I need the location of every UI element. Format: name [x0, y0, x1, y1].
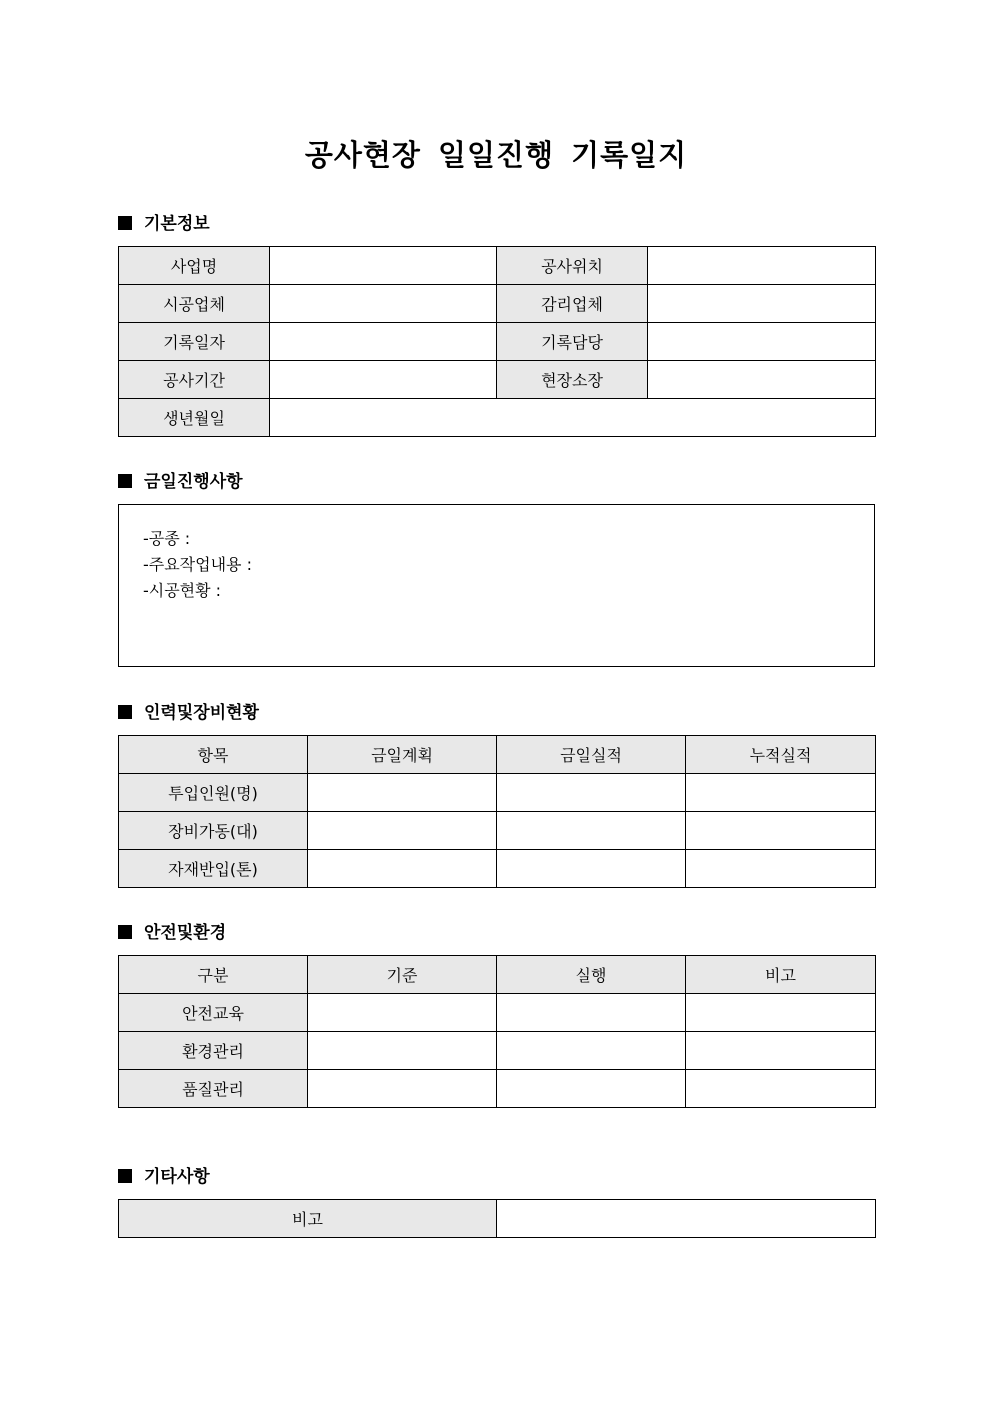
section-heading-safety — [118, 921, 226, 945]
table-cell[interactable] — [497, 1070, 686, 1108]
section-heading-etc — [118, 1165, 210, 1189]
table-cell[interactable] — [686, 812, 876, 850]
row-label-materials: 자재반입(톤) — [119, 850, 308, 888]
table-row — [119, 774, 876, 812]
field-recorder[interactable] — [648, 323, 876, 361]
header-today-plan: 금일계획 — [308, 736, 497, 774]
resources-table — [118, 735, 876, 888]
basic-info-table — [118, 246, 876, 437]
table-row — [119, 399, 876, 437]
table-cell[interactable] — [497, 812, 686, 850]
table-cell[interactable] — [686, 1070, 876, 1108]
field-supervisor[interactable] — [648, 285, 876, 323]
field-location[interactable] — [648, 247, 876, 285]
section-heading-label: 기타사항 — [144, 1167, 210, 1187]
table-cell[interactable] — [686, 994, 876, 1032]
section-heading-resources — [118, 701, 259, 725]
table-cell[interactable] — [497, 994, 686, 1032]
header-today-actual: 금일실적 — [497, 736, 686, 774]
header-category: 구분 — [119, 956, 308, 994]
table-cell[interactable] — [308, 812, 497, 850]
table-cell[interactable] — [308, 1032, 497, 1070]
today-progress-box[interactable] — [118, 504, 875, 667]
table-cell[interactable] — [497, 850, 686, 888]
table-row — [119, 361, 876, 399]
header-remarks: 비고 — [686, 956, 876, 994]
table-cell[interactable] — [308, 994, 497, 1032]
field-period[interactable] — [270, 361, 497, 399]
square-bullet-icon — [118, 1169, 132, 1183]
page-title: 공사현장 일일진행 기록일지 — [304, 138, 688, 172]
table-cell[interactable] — [308, 774, 497, 812]
section-heading-label: 안전및환경 — [144, 923, 227, 943]
row-label-workers: 투입인원(명) — [119, 774, 308, 812]
construction-status-line: -시공현황 : — [143, 581, 222, 600]
label-recorder: 기록담당 — [497, 323, 648, 361]
header-execution: 실행 — [497, 956, 686, 994]
label-project-name: 사업명 — [119, 247, 270, 285]
table-row — [119, 1200, 876, 1238]
table-cell[interactable] — [497, 774, 686, 812]
square-bullet-icon — [118, 474, 132, 488]
table-header-row — [119, 956, 876, 994]
label-record-date: 기록일자 — [119, 323, 270, 361]
table-header-row — [119, 736, 876, 774]
etc-table — [118, 1199, 876, 1238]
table-cell[interactable] — [308, 850, 497, 888]
table-row — [119, 323, 876, 361]
safety-table — [118, 955, 876, 1108]
label-period: 공사기간 — [119, 361, 270, 399]
table-row — [119, 994, 876, 1032]
row-label-environment: 환경관리 — [119, 1032, 308, 1070]
row-label-equipment: 장비가동(대) — [119, 812, 308, 850]
row-label-quality: 품질관리 — [119, 1070, 308, 1108]
table-row — [119, 247, 876, 285]
table-cell[interactable] — [308, 1070, 497, 1108]
header-item: 항목 — [119, 736, 308, 774]
table-row — [119, 1070, 876, 1108]
label-supervisor: 감리업체 — [497, 285, 648, 323]
label-contractor: 시공업체 — [119, 285, 270, 323]
label-birthdate: 생년월일 — [119, 399, 270, 437]
section-heading-label: 기본정보 — [144, 214, 210, 234]
square-bullet-icon — [118, 705, 132, 719]
table-cell[interactable] — [686, 850, 876, 888]
label-remarks: 비고 — [119, 1200, 497, 1238]
section-heading-label: 금일진행사항 — [144, 472, 243, 492]
table-cell[interactable] — [497, 1032, 686, 1070]
row-label-safety-education: 안전교육 — [119, 994, 308, 1032]
label-location: 공사위치 — [497, 247, 648, 285]
label-site-manager: 현장소장 — [497, 361, 648, 399]
field-project-name[interactable] — [270, 247, 497, 285]
table-row — [119, 1032, 876, 1070]
section-heading-today — [118, 470, 243, 494]
field-contractor[interactable] — [270, 285, 497, 323]
square-bullet-icon — [118, 216, 132, 230]
table-cell[interactable] — [686, 774, 876, 812]
field-site-manager[interactable] — [648, 361, 876, 399]
field-birthdate[interactable] — [270, 399, 876, 437]
work-type-line: -공종 : — [143, 529, 191, 548]
square-bullet-icon — [118, 925, 132, 939]
field-remarks[interactable] — [497, 1200, 876, 1238]
section-heading-label: 인력및장비현황 — [144, 703, 259, 723]
table-row — [119, 850, 876, 888]
main-work-line: -주요작업내용 : — [143, 555, 252, 574]
section-heading-basic — [118, 212, 210, 236]
field-record-date[interactable] — [270, 323, 497, 361]
table-cell[interactable] — [686, 1032, 876, 1070]
header-standard: 기준 — [308, 956, 497, 994]
header-cumulative: 누적실적 — [686, 736, 876, 774]
table-row — [119, 812, 876, 850]
table-row — [119, 285, 876, 323]
